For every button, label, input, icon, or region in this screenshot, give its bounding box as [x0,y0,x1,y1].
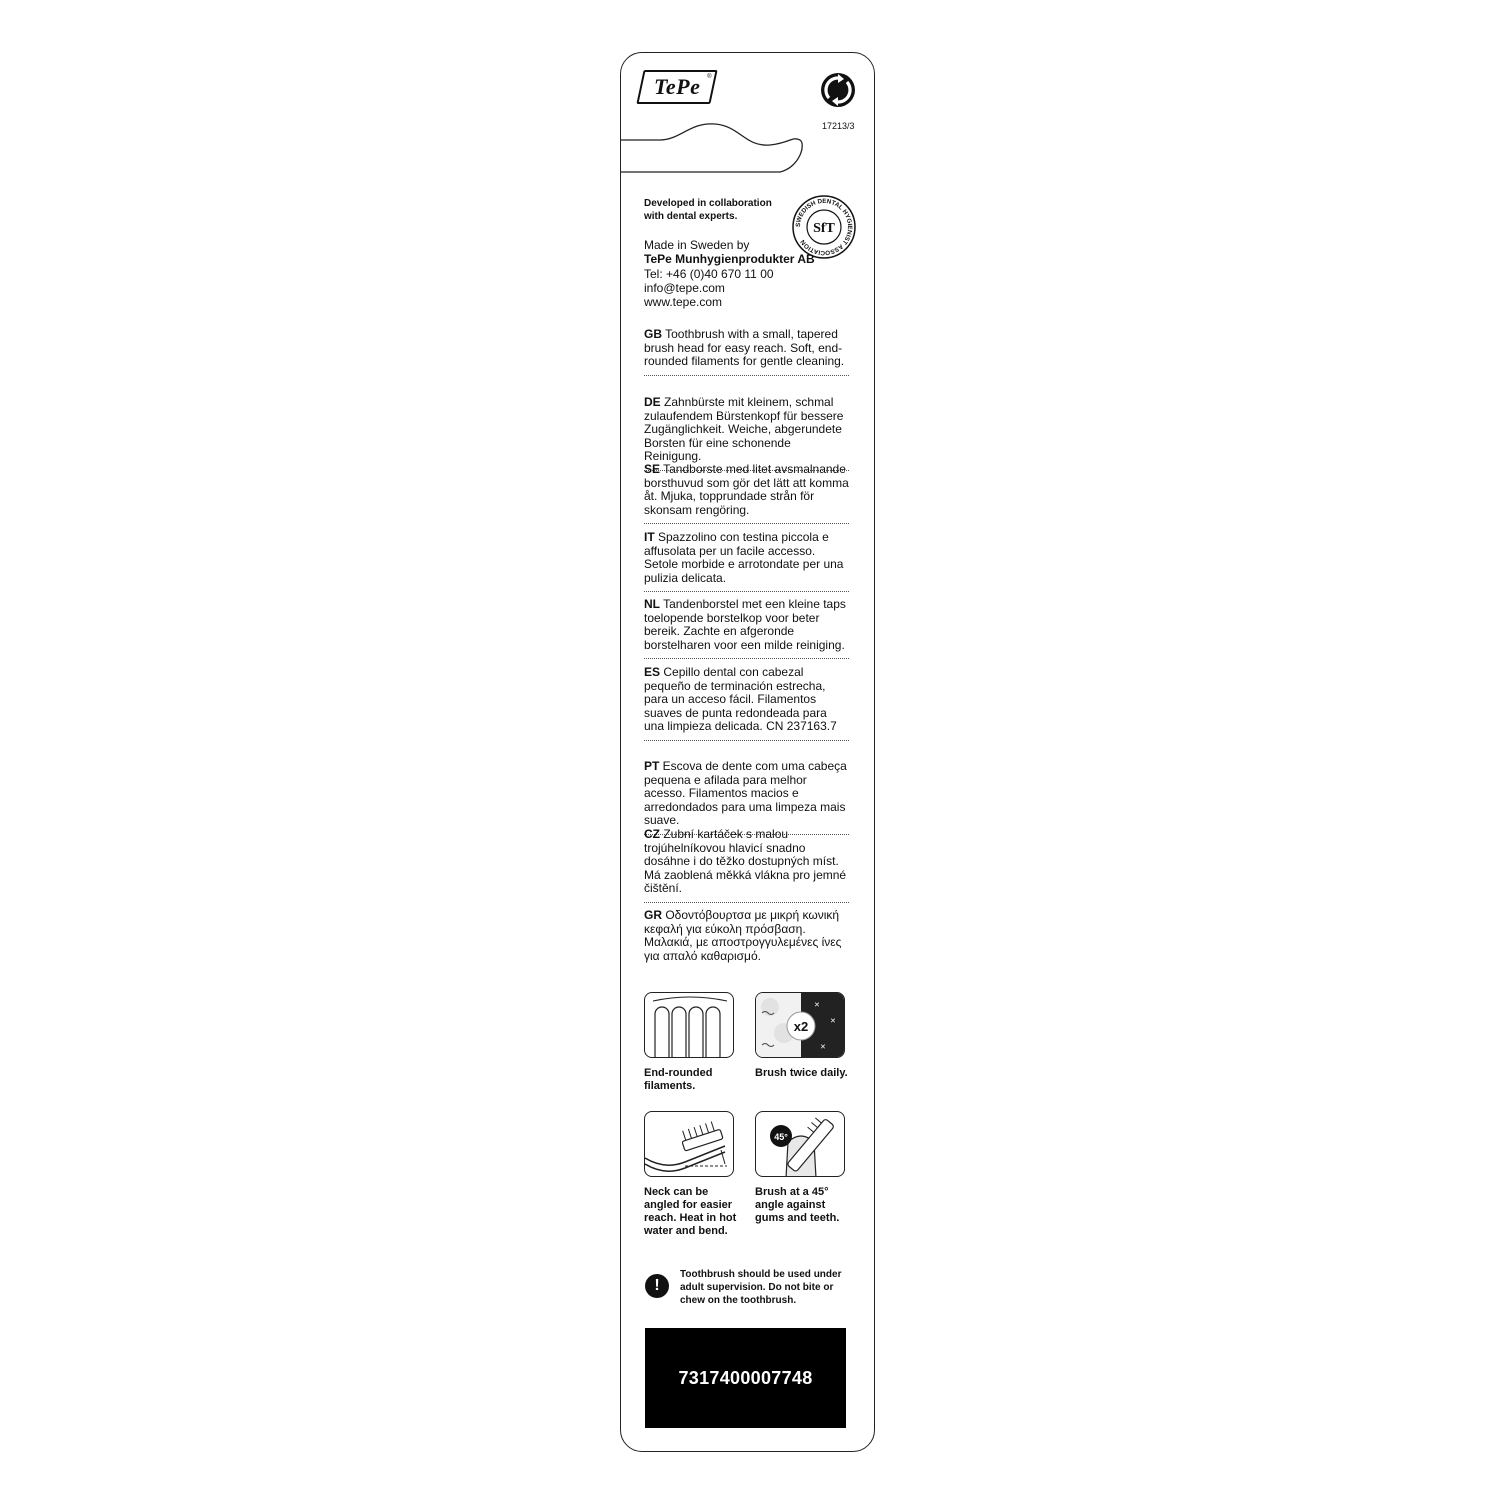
company-name: TePe Munhygienprodukter AB [644,252,815,267]
seal-ring-text: SWEDISH DENTAL HYGIENIST ASSOCIATION [794,197,854,257]
lang-code: NL [644,597,660,611]
lang-text: Zahnbürste mit kleinem, schmal zulaufendem Bürstenkopf für bessere Zugänglichkeit. Weiche, abgerundete Borsten für eine schonende Reinigung. [644,395,844,464]
manufacturer-block [644,238,815,309]
lang-block-nl [644,598,849,659]
filaments-icon [644,992,734,1058]
svg-text:✕: ✕ [830,1018,836,1025]
lang-text: Zubní kartáček s malou trojúhelníkovou hlavicí snadno dosáhne i do těžko dostupných míst. Má zaoblená měkká vlákna pro jemné čištění. [644,827,847,896]
product-code: 17213/3 [822,121,855,131]
warning-icon: ! [645,1274,669,1298]
warning-text: Toothbrush should be used under adult supervision. Do not bite or chew on the toothbrush. [680,1269,842,1306]
lang-code: SE [644,462,661,476]
lang-text: Οδοντόβουρτσα με μικρή κωνική κεφαλή για εύκολη πρόσβαση. Μαλακιά, με αποστρογγυλεμένες ίνες για απαλό καθαρισμό. [644,908,842,963]
lang-code: PT [644,759,660,773]
email-address: info@tepe.com [644,280,725,295]
svg-text:✕: ✕ [814,1002,820,1009]
angle-badge: 45° [774,1132,788,1142]
collaboration-text: Developed in collaboration with dental experts. [644,198,772,222]
lang-block-it [644,531,849,592]
twice-caption: Brush twice daily. [755,1067,848,1079]
phone-number: Tel: +46 (0)40 670 11 00 [644,266,774,281]
lang-block-es [644,666,849,741]
svg-text:✕: ✕ [820,1044,826,1051]
angle-45-icon [755,1111,845,1177]
lang-code: ES [644,665,661,679]
lang-text: Spazzolino con testina piccola e affusolata per un facile accesso. Setole morbide e arrotondate per una pulizia delicata. [644,530,844,585]
lang-block-gr [644,909,849,969]
lang-text: Escova de dente com uma cabeça pequena e afilada para melhor acesso. Filamentos macios e arredondados para uma limpeza mais suave. [644,759,847,828]
lang-block-se [644,463,849,524]
lang-code: DE [644,395,661,409]
website-url: www.tepe.com [644,295,723,310]
twice-badge: x2 [793,1019,809,1034]
neck-caption: Neck can be angled for easier reach. Heat in hot water and bend. [644,1186,737,1237]
lang-text: Toothbrush with a small, tapered brush head for easy reach. Soft, end-rounded filaments for gentle cleaning. [644,327,845,369]
lang-text: Tandborste med litet avsmalnande borsthuvud som gör det lätt att komma åt. Mjuka, topprundade strån för skonsam rengöring. [644,462,849,517]
bent-neck-icon [644,1111,734,1177]
lang-text: Cepillo dental con cabezal pequeño de terminación estrecha, para un acceso fácil. Filamentos suaves de punta redondeada para una limpieza delicada. CN 237163.7 [644,665,837,734]
lang-code: GB [644,327,662,341]
filaments-caption: End-rounded filaments. [644,1067,713,1092]
lang-block-gb [644,328,849,376]
registered-mark: ® [706,74,712,80]
brand-logo [636,70,717,104]
logo-text: TePe [653,74,701,99]
seal-center-text: SfT [813,221,835,236]
green-dot-recycle-icon [820,72,856,108]
barcode-label: 7317400007748 [645,1328,846,1428]
lang-block-cz [644,828,849,903]
lang-block-de [644,396,849,471]
made-in-line: Made in Sweden by [644,238,750,252]
angle-caption: Brush at a 45° angle against gums and teeth. [755,1186,840,1224]
lang-code: IT [644,530,655,544]
lang-code: CZ [644,827,660,841]
lang-text: Tandenborstel met een kleine taps toelopende borstelkop voor beter bereik. Zachte en afgeronde borstelharen voor een milde reiniging. [644,597,846,652]
day-night-icon [755,992,845,1058]
lang-code: GR [644,908,662,922]
lang-block-pt [644,760,849,835]
